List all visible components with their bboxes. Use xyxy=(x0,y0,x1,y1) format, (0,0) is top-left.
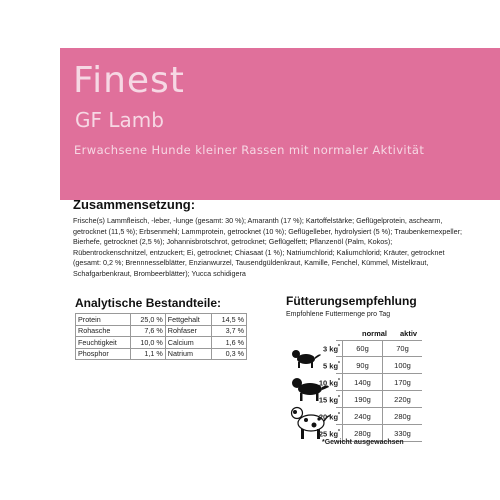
aktiv-amount: 70g xyxy=(382,340,422,357)
table-cell: 10,0 % xyxy=(131,337,166,349)
normal-amount: 190g xyxy=(342,391,382,408)
table-cell: 1,6 % xyxy=(212,337,247,349)
aktiv-amount: 170g xyxy=(382,374,422,391)
brand-name: Finest xyxy=(73,60,185,101)
normal-amount: 280g xyxy=(342,425,382,442)
table-cell: 14,5 % xyxy=(212,314,247,326)
feeding-footnote: *Gewicht ausgewachsen xyxy=(322,439,404,446)
normal-amount: 240g xyxy=(342,408,382,425)
table-row xyxy=(76,337,247,349)
table-cell: Phosphor xyxy=(76,348,131,360)
normal-amount: 140g xyxy=(342,374,382,391)
table-row xyxy=(76,325,247,337)
table-row: 15 kg* 190g 220g xyxy=(290,391,422,408)
normal-amount: 60g xyxy=(342,340,382,357)
table-cell: Rohfaser xyxy=(165,325,212,337)
weight-label: 15 kg xyxy=(318,395,339,405)
table-cell: 3,7 % xyxy=(212,325,247,337)
table-row: 3 kg* 60g 70g xyxy=(290,340,422,357)
aktiv-amount: 330g xyxy=(382,425,422,442)
aktiv-amount: 220g xyxy=(382,391,422,408)
feeding-title: Fütterungsempfehlung xyxy=(286,294,417,308)
table-row: 5 kg* 90g 100g xyxy=(290,357,422,374)
aktiv-amount: 280g xyxy=(382,408,422,425)
aktiv-amount: 100g xyxy=(382,357,422,374)
weight-label: 3 kg xyxy=(323,344,339,354)
table-row xyxy=(76,314,247,326)
product-banner xyxy=(60,48,500,200)
table-cell: Fettgehalt xyxy=(165,314,212,326)
column-header-aktiv: aktiv xyxy=(400,329,418,338)
weight-label: 10 kg xyxy=(318,378,339,388)
table-row: 25 kg* 280g 330g xyxy=(290,425,422,442)
composition-text: Frische(s) Lammfleisch, -leber, -lunge (gesamt: 30 %); Amaranth (17 %); Kartoffelstärke; Geflügelprotein, aschearm, getrocknet (11,5 %); Erbsenmehl; Lammprotein, getrocknet (10 %); Geflügelleber, hydrolysiert (5 %); Traubenkernexpeller; Bierhefe, getrocknet (2,5 %); Johannisbrotschrot, getrocknet; Geflügelfett; Pflanzenöl (Palm, Kokos); Rübentrockenschnitzel, entzuckert; Ei, getrocknet; Chiasaat (1 %); Natriumchlorid; Kaliumchlorid; Kräuter, getrocknet (gesamt: 0,2 %; Brennnesselblätter, Enzianwurzel, Tausendgüldenkraut, Kamille, Fenchel, Kümmel, Mistelkraut, Schafgarbenkraut, Brombeerblätter); Yucca schidigera xyxy=(73,216,462,278)
table-cell: 0,3 % xyxy=(212,348,247,360)
table-cell: Rohasche xyxy=(76,325,131,337)
product-description: Erwachsene Hunde kleiner Rassen mit normaler Aktivität xyxy=(74,143,425,157)
weight-label: 20 kg xyxy=(318,412,339,422)
feeding-subtitle: Empfohlene Futtermenge pro Tag xyxy=(286,311,391,318)
table-cell: 7,6 % xyxy=(131,325,166,337)
table-cell: Natrium xyxy=(165,348,212,360)
normal-amount: 90g xyxy=(342,357,382,374)
table-cell: 1,1 % xyxy=(131,348,166,360)
product-variant: GF Lamb xyxy=(75,108,164,132)
analytical-title: Analytische Bestandteile: xyxy=(75,296,222,310)
table-row: 20 kg* 240g 280g xyxy=(290,408,422,425)
table-row: 10 kg* 140g 170g xyxy=(290,374,422,391)
weight-label: 25 kg xyxy=(318,429,339,439)
column-header-normal: normal xyxy=(362,329,388,338)
table-cell: 25,0 % xyxy=(131,314,166,326)
table-cell: Feuchtigkeit xyxy=(76,337,131,349)
analytical-table xyxy=(75,313,247,360)
table-cell: Calcium xyxy=(165,337,212,349)
composition-title: Zusammensetzung: xyxy=(73,197,196,212)
table-cell: Protein xyxy=(76,314,131,326)
weight-label: 5 kg xyxy=(323,361,339,371)
table-row xyxy=(76,348,247,360)
